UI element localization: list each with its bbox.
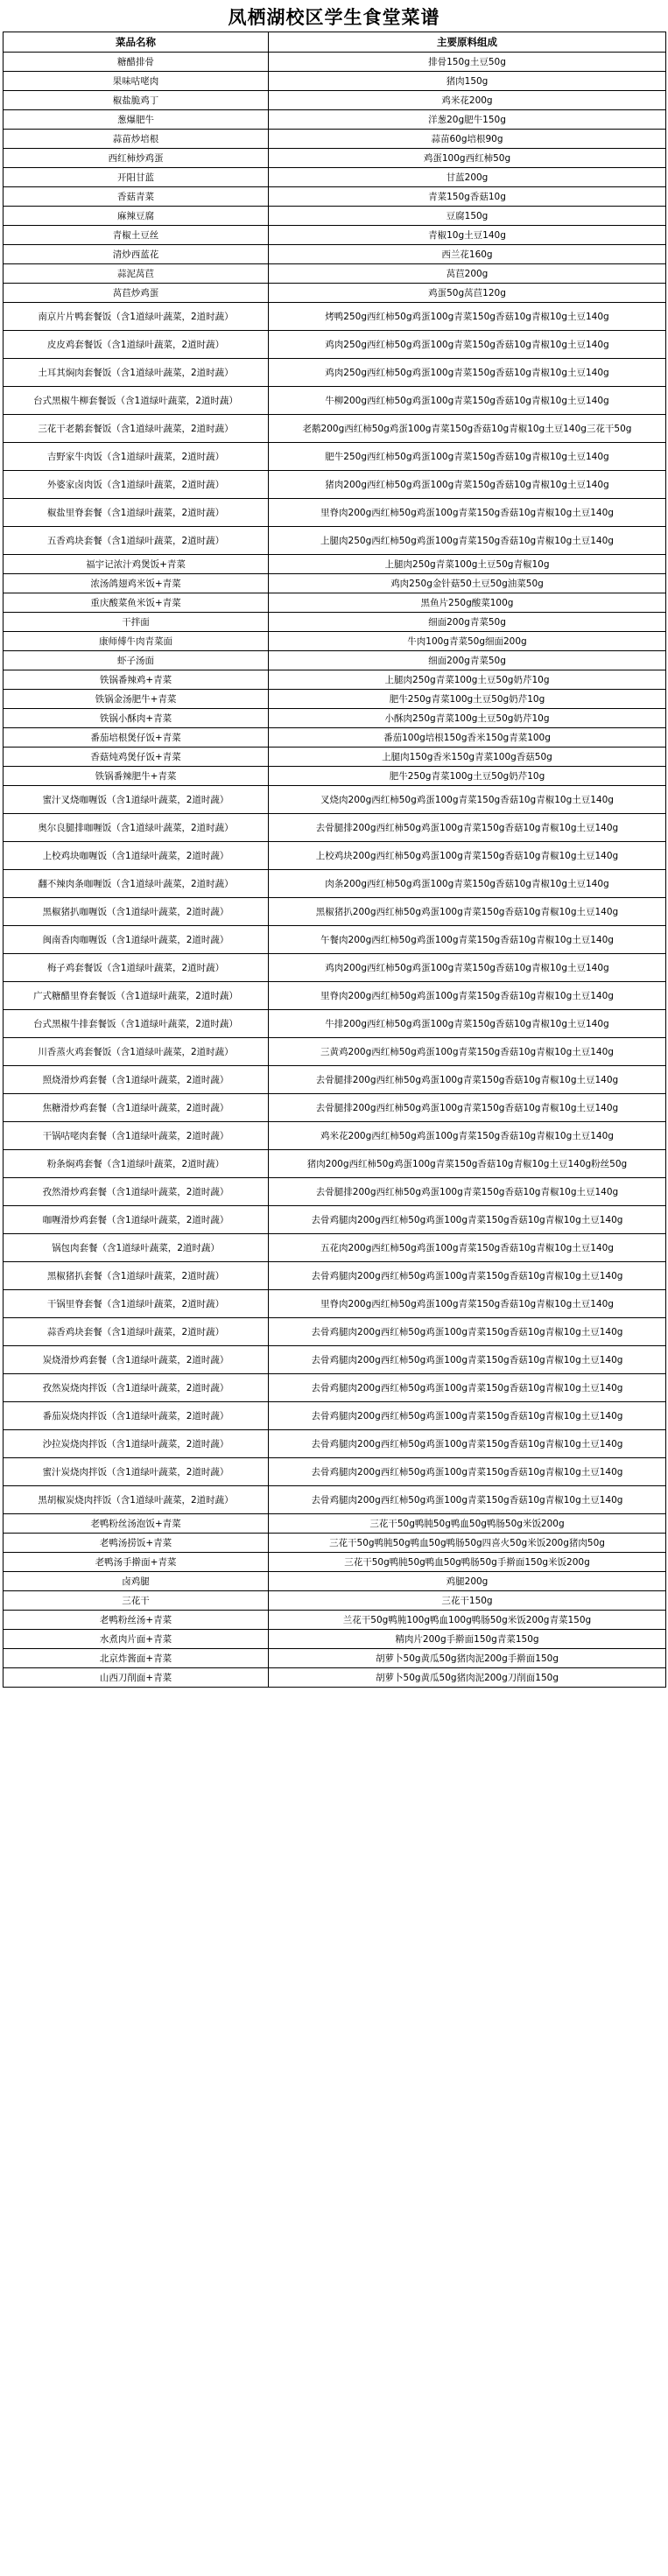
- table-row: [4, 842, 666, 870]
- dish-name-cell: 糖醋排骨: [4, 53, 269, 72]
- table-row: [4, 1402, 666, 1430]
- dish-name-cell: 川香蒸火鸡套餐饭（含1道绿叶蔬菜，2道时蔬）: [4, 1038, 269, 1066]
- table-body: [4, 53, 666, 1688]
- dish-name-cell: 番茄炭烧肉拌饭（含1道绿叶蔬菜，2道时蔬）: [4, 1402, 269, 1430]
- dish-name-cell: 咖喱滑炒鸡套餐（含1道绿叶蔬菜，2道时蔬）: [4, 1206, 269, 1234]
- ingredients-cell: 兰花干50g鸭肫100g鸭血100g鸭肠50g米饭200g青菜150g: [269, 1611, 666, 1630]
- ingredients-cell: 去骨鸡腿肉200g西红柿50g鸡蛋100g青菜150g香菇10g青椒10g土豆140g: [269, 1206, 666, 1234]
- ingredients-cell: 三黄鸡200g西红柿50g鸡蛋100g青菜150g香菇10g青椒10g土豆140g: [269, 1038, 666, 1066]
- dish-name-cell: 康师傅牛肉青菜面: [4, 632, 269, 651]
- dish-name-cell: 重庆酸菜鱼米饭+青菜: [4, 593, 269, 613]
- table-row: [4, 786, 666, 814]
- table-row: [4, 91, 666, 110]
- dish-name-cell: 外婆家卤肉饭（含1道绿叶蔬菜，2道时蔬）: [4, 471, 269, 499]
- table-row: [4, 245, 666, 264]
- dish-name-cell: 梅子鸡套餐饭（含1道绿叶蔬菜，2道时蔬）: [4, 954, 269, 982]
- ingredients-cell: 猪肉200g西红柿50g鸡蛋100g青菜150g香菇10g青椒10g土豆140g粉丝50g: [269, 1150, 666, 1178]
- ingredients-cell: 叉烧肉200g西红柿50g鸡蛋100g青菜150g香菇10g青椒10g土豆140g: [269, 786, 666, 814]
- table-row: [4, 651, 666, 670]
- ingredients-cell: 三花干50g鸭肫50g鸭血50g鸭肠50g手擀面150g米饭200g: [269, 1553, 666, 1572]
- column-header-ingredients: 主要原料组成: [269, 32, 666, 53]
- ingredients-cell: 五花肉200g西红柿50g鸡蛋100g青菜150g香菇10g青椒10g土豆140g: [269, 1234, 666, 1262]
- dish-name-cell: 卤鸡腿: [4, 1572, 269, 1591]
- ingredients-cell: 老鹅200g西红柿50g鸡蛋100g青菜150g香菇10g青椒10g土豆140g三花干50g: [269, 415, 666, 443]
- table-row: [4, 1290, 666, 1318]
- ingredients-cell: 牛柳200g西红柿50g鸡蛋100g青菜150g香菇10g青椒10g土豆140g: [269, 387, 666, 415]
- dish-name-cell: 铁锅金汤肥牛+青菜: [4, 690, 269, 709]
- dish-name-cell: 铁锅番辣鸡+青菜: [4, 670, 269, 690]
- ingredients-cell: 精肉片200g手擀面150g青菜150g: [269, 1630, 666, 1649]
- dish-name-cell: 蜜汁炭烧肉拌饭（含1道绿叶蔬菜，2道时蔬）: [4, 1458, 269, 1486]
- table-row: [4, 632, 666, 651]
- dish-name-cell: 黑椒猪扒咖喱饭（含1道绿叶蔬菜，2道时蔬）: [4, 898, 269, 926]
- table-row: [4, 187, 666, 207]
- table-row: [4, 527, 666, 555]
- ingredients-cell: 鸡腿200g: [269, 1572, 666, 1591]
- dish-name-cell: 水煮肉片面+青菜: [4, 1630, 269, 1649]
- ingredients-cell: 上腿肉250g西红柿50g鸡蛋100g青菜150g香菇10g青椒10g土豆140g: [269, 527, 666, 555]
- dish-name-cell: 孜然滑炒鸡套餐（含1道绿叶蔬菜，2道时蔬）: [4, 1178, 269, 1206]
- ingredients-cell: 蒜苗60g培根90g: [269, 130, 666, 149]
- dish-name-cell: 广式糖醋里脊套餐饭（含1道绿叶蔬菜，2道时蔬）: [4, 982, 269, 1010]
- dish-name-cell: 干拌面: [4, 613, 269, 632]
- ingredients-cell: 豆腐150g: [269, 207, 666, 226]
- dish-name-cell: 香菇青菜: [4, 187, 269, 207]
- ingredients-cell: 里脊肉200g西红柿50g鸡蛋100g青菜150g香菇10g青椒10g土豆140g: [269, 1290, 666, 1318]
- ingredients-cell: 里脊肉200g西红柿50g鸡蛋100g青菜150g香菇10g青椒10g土豆140g: [269, 499, 666, 527]
- dish-name-cell: 锅包肉套餐（含1道绿叶蔬菜，2道时蔬）: [4, 1234, 269, 1262]
- table-row: [4, 499, 666, 527]
- dish-name-cell: 老鸭粉丝汤泡饭+青菜: [4, 1514, 269, 1534]
- ingredients-cell: 排骨150g土豆50g: [269, 53, 666, 72]
- ingredients-cell: 去骨鸡腿肉200g西红柿50g鸡蛋100g青菜150g香菇10g青椒10g土豆140g: [269, 1262, 666, 1290]
- page-title: 凤栖湖校区学生食堂菜谱: [228, 6, 440, 28]
- table-row: [4, 72, 666, 91]
- ingredients-cell: 去骨腿排200g西红柿50g鸡蛋100g青菜150g香菇10g青椒10g土豆140g: [269, 1178, 666, 1206]
- dish-name-cell: 铁锅小酥肉+青菜: [4, 709, 269, 728]
- dish-name-cell: 葱爆肥牛: [4, 110, 269, 130]
- ingredients-cell: 鸡肉200g西红柿50g鸡蛋100g青菜150g香菇10g青椒10g土豆140g: [269, 954, 666, 982]
- table-row: [4, 1649, 666, 1668]
- table-row: [4, 1066, 666, 1094]
- ingredients-cell: 去骨腿排200g西红柿50g鸡蛋100g青菜150g香菇10g青椒10g土豆140g: [269, 814, 666, 842]
- table-row: [4, 1430, 666, 1458]
- table-row: [4, 110, 666, 130]
- dish-name-cell: 沙拉炭烧肉拌饭（含1道绿叶蔬菜，2道时蔬）: [4, 1430, 269, 1458]
- dish-name-cell: 黑胡椒炭烧肉拌饭（含1道绿叶蔬菜，2道时蔬）: [4, 1486, 269, 1514]
- table-row: [4, 443, 666, 471]
- dish-name-cell: 开阳甘蓝: [4, 168, 269, 187]
- ingredients-cell: 上腿肉150g香米150g青菜100g香菇50g: [269, 748, 666, 767]
- ingredients-cell: 肥牛250g青菜100g土豆50g奶芹10g: [269, 690, 666, 709]
- table-row: [4, 1553, 666, 1572]
- dish-name-cell: 炭烧滑炒鸡套餐（含1道绿叶蔬菜，2道时蔬）: [4, 1346, 269, 1374]
- table-row: [4, 471, 666, 499]
- ingredients-cell: 去骨鸡腿肉200g西红柿50g鸡蛋100g青菜150g香菇10g青椒10g土豆140g: [269, 1318, 666, 1346]
- table-row: [4, 359, 666, 387]
- ingredients-cell: 去骨鸡腿肉200g西红柿50g鸡蛋100g青菜150g香菇10g青椒10g土豆140g: [269, 1402, 666, 1430]
- dish-name-cell: 蒜香鸡块套餐（含1道绿叶蔬菜，2道时蔬）: [4, 1318, 269, 1346]
- dish-name-cell: 椒盐脆鸡丁: [4, 91, 269, 110]
- table-row: [4, 207, 666, 226]
- ingredients-cell: 黑椒猪扒200g西红柿50g鸡蛋100g青菜150g香菇10g青椒10g土豆140g: [269, 898, 666, 926]
- ingredients-cell: 三花干150g: [269, 1591, 666, 1611]
- dish-name-cell: 三花干: [4, 1591, 269, 1611]
- ingredients-cell: 去骨鸡腿肉200g西红柿50g鸡蛋100g青菜150g香菇10g青椒10g土豆140g: [269, 1458, 666, 1486]
- table-row: [4, 168, 666, 187]
- ingredients-cell: 上腿肉250g青菜100g土豆50g奶芹10g: [269, 670, 666, 690]
- dish-name-cell: 吉野家牛肉饭（含1道绿叶蔬菜，2道时蔬）: [4, 443, 269, 471]
- ingredients-cell: 鸡肉250g西红柿50g鸡蛋100g青菜150g香菇10g青椒10g土豆140g: [269, 331, 666, 359]
- table-row: [4, 264, 666, 284]
- dish-name-cell: 老鸭汤捞饭+青菜: [4, 1534, 269, 1553]
- dish-name-cell: 黑椒猪扒套餐（含1道绿叶蔬菜，2道时蔬）: [4, 1262, 269, 1290]
- table-row: [4, 53, 666, 72]
- ingredients-cell: 猪肉200g西红柿50g鸡蛋100g青菜150g香菇10g青椒10g土豆140g: [269, 471, 666, 499]
- dish-name-cell: 三花干老鹅套餐饭（含1道绿叶蔬菜，2道时蔬）: [4, 415, 269, 443]
- ingredients-cell: 鸡蛋100g西红柿50g: [269, 149, 666, 168]
- ingredients-cell: 细面200g青菜50g: [269, 613, 666, 632]
- dish-name-cell: 老鸭汤手擀面+青菜: [4, 1553, 269, 1572]
- table-row: [4, 690, 666, 709]
- ingredients-cell: 鸡蛋50g莴苣120g: [269, 284, 666, 303]
- ingredients-cell: 午餐肉200g西红柿50g鸡蛋100g青菜150g香菇10g青椒10g土豆140g: [269, 926, 666, 954]
- dish-name-cell: 浓汤鸽翅鸡米饭+青菜: [4, 574, 269, 593]
- table-row: [4, 1010, 666, 1038]
- ingredients-cell: 小酥肉250g青菜100g土豆50g奶芹10g: [269, 709, 666, 728]
- table-row: [4, 1346, 666, 1374]
- dish-name-cell: 焦糖滑炒鸡套餐（含1道绿叶蔬菜，2道时蔬）: [4, 1094, 269, 1122]
- dish-name-cell: 果味咕咾肉: [4, 72, 269, 91]
- column-header-dish: 菜品名称: [4, 32, 269, 53]
- dish-name-cell: 福宇记浓汁鸡煲饭+青菜: [4, 555, 269, 574]
- table-row: [4, 226, 666, 245]
- table-row: [4, 728, 666, 748]
- table-row: [4, 1234, 666, 1262]
- dish-name-cell: 蒜苗炒培根: [4, 130, 269, 149]
- table-row: [4, 814, 666, 842]
- dish-name-cell: 莴苣炒鸡蛋: [4, 284, 269, 303]
- dish-name-cell: 闽南香肉咖喱饭（含1道绿叶蔬菜，2道时蔬）: [4, 926, 269, 954]
- ingredients-cell: 鸡米花200g西红柿50g鸡蛋100g青菜150g香菇10g青椒10g土豆140g: [269, 1122, 666, 1150]
- table-row: [4, 1038, 666, 1066]
- ingredients-cell: 三花干50g鸭肫50g鸭血50g鸭肠50g四喜火50g米饭200g猪肉50g: [269, 1534, 666, 1553]
- ingredients-cell: 肥牛250g青菜100g土豆50g奶芹10g: [269, 767, 666, 786]
- menu-document: [3, 3, 665, 1688]
- ingredients-cell: 洋葱20g肥牛150g: [269, 110, 666, 130]
- menu-table: [3, 32, 666, 1688]
- ingredients-cell: 去骨鸡腿肉200g西红柿50g鸡蛋100g青菜150g香菇10g青椒10g土豆140g: [269, 1430, 666, 1458]
- dish-name-cell: 香菇炖鸡煲仔饭+青菜: [4, 748, 269, 767]
- table-row: [4, 1486, 666, 1514]
- ingredients-cell: 上腿肉250g青菜100g土豆50g青椒10g: [269, 555, 666, 574]
- table-row: [4, 898, 666, 926]
- table-row: [4, 555, 666, 574]
- ingredients-cell: 牛肉100g青菜50g细面200g: [269, 632, 666, 651]
- ingredients-cell: 甘蓝200g: [269, 168, 666, 187]
- ingredients-cell: 鸡肉250g西红柿50g鸡蛋100g青菜150g香菇10g青椒10g土豆140g: [269, 359, 666, 387]
- table-row: [4, 1630, 666, 1649]
- dish-name-cell: 干锅里脊套餐（含1道绿叶蔬菜，2道时蔬）: [4, 1290, 269, 1318]
- ingredients-cell: 肉条200g西红柿50g鸡蛋100g青菜150g香菇10g青椒10g土豆140g: [269, 870, 666, 898]
- dish-name-cell: 台式黑椒牛柳套餐饭（含1道绿叶蔬菜，2道时蔬）: [4, 387, 269, 415]
- table-row: [4, 593, 666, 613]
- table-row: [4, 1572, 666, 1591]
- table-row: [4, 982, 666, 1010]
- table-row: [4, 1534, 666, 1553]
- dish-name-cell: 五香鸡块套餐（含1道绿叶蔬菜，2道时蔬）: [4, 527, 269, 555]
- ingredients-cell: 去骨鸡腿肉200g西红柿50g鸡蛋100g青菜150g香菇10g青椒10g土豆140g: [269, 1486, 666, 1514]
- dish-name-cell: 照烧滑炒鸡套餐（含1道绿叶蔬菜，2道时蔬）: [4, 1066, 269, 1094]
- table-row: [4, 954, 666, 982]
- ingredients-cell: 青椒10g土豆140g: [269, 226, 666, 245]
- table-row: [4, 1514, 666, 1534]
- ingredients-cell: 西兰花160g: [269, 245, 666, 264]
- table-row: [4, 767, 666, 786]
- table-row: [4, 1122, 666, 1150]
- ingredients-cell: 去骨腿排200g西红柿50g鸡蛋100g青菜150g香菇10g青椒10g土豆140g: [269, 1066, 666, 1094]
- table-row: [4, 1458, 666, 1486]
- table-row: [4, 149, 666, 168]
- table-row: [4, 331, 666, 359]
- table-row: [4, 926, 666, 954]
- table-row: [4, 1374, 666, 1402]
- table-row: [4, 1611, 666, 1630]
- ingredients-cell: 肥牛250g西红柿50g鸡蛋100g青菜150g香菇10g青椒10g土豆140g: [269, 443, 666, 471]
- ingredients-cell: 青菜150g香菇10g: [269, 187, 666, 207]
- table-row: [4, 1094, 666, 1122]
- dish-name-cell: 孜然炭烧肉拌饭（含1道绿叶蔬菜，2道时蔬）: [4, 1374, 269, 1402]
- ingredients-cell: 去骨腿排200g西红柿50g鸡蛋100g青菜150g香菇10g青椒10g土豆140g: [269, 1094, 666, 1122]
- dish-name-cell: 台式黑椒牛排套餐饭（含1道绿叶蔬菜，2道时蔬）: [4, 1010, 269, 1038]
- ingredients-cell: 鸡肉250g金针菇50土豆50g油菜50g: [269, 574, 666, 593]
- table-row: [4, 670, 666, 690]
- dish-name-cell: 椒盐里脊套餐（含1道绿叶蔬菜，2道时蔬）: [4, 499, 269, 527]
- dish-name-cell: 青椒土豆丝: [4, 226, 269, 245]
- table-row: [4, 1591, 666, 1611]
- ingredients-cell: 胡萝卜50g黄瓜50g猪肉泥200g刀削面150g: [269, 1668, 666, 1688]
- dish-name-cell: 山西刀削面+青菜: [4, 1668, 269, 1688]
- table-row: [4, 1150, 666, 1178]
- table-row: [4, 1262, 666, 1290]
- table-row: [4, 284, 666, 303]
- dish-name-cell: 上校鸡块咖喱饭（含1道绿叶蔬菜，2道时蔬）: [4, 842, 269, 870]
- table-row: [4, 415, 666, 443]
- dish-name-cell: 蒜泥莴苣: [4, 264, 269, 284]
- dish-name-cell: 干锅咕咾肉套餐（含1道绿叶蔬菜，2道时蔬）: [4, 1122, 269, 1150]
- ingredients-cell: 烤鸭250g西红柿50g鸡蛋100g青菜150g香菇10g青椒10g土豆140g: [269, 303, 666, 331]
- dish-name-cell: 西红柿炒鸡蛋: [4, 149, 269, 168]
- ingredients-cell: 胡萝卜50g黄瓜50g猪肉泥200g手擀面150g: [269, 1649, 666, 1668]
- dish-name-cell: 南京片片鸭套餐饭（含1道绿叶蔬菜，2道时蔬）: [4, 303, 269, 331]
- dish-name-cell: 北京炸酱面+青菜: [4, 1649, 269, 1668]
- ingredients-cell: 猪肉150g: [269, 72, 666, 91]
- table-row: [4, 748, 666, 767]
- dish-name-cell: 清炒西蓝花: [4, 245, 269, 264]
- ingredients-cell: 细面200g青菜50g: [269, 651, 666, 670]
- table-row: [4, 387, 666, 415]
- ingredients-cell: 三花干50g鸭肫50g鸭血50g鸭肠50g米饭200g: [269, 1514, 666, 1534]
- table-header-row: [4, 32, 666, 53]
- table-row: [4, 1178, 666, 1206]
- ingredients-cell: 去骨鸡腿肉200g西红柿50g鸡蛋100g青菜150g香菇10g青椒10g土豆140g: [269, 1374, 666, 1402]
- dish-name-cell: 虾子汤面: [4, 651, 269, 670]
- ingredients-cell: 黑鱼片250g酸菜100g: [269, 593, 666, 613]
- dish-name-cell: 翻不辣肉条咖喱饭（含1道绿叶蔬菜，2道时蔬）: [4, 870, 269, 898]
- table-row: [4, 1668, 666, 1688]
- ingredients-cell: 上校鸡块200g西红柿50g鸡蛋100g青菜150g香菇10g青椒10g土豆140g: [269, 842, 666, 870]
- table-row: [4, 1206, 666, 1234]
- table-row: [4, 613, 666, 632]
- table-row: [4, 1318, 666, 1346]
- dish-name-cell: 老鸭粉丝汤+青菜: [4, 1611, 269, 1630]
- ingredients-cell: 番茄100g培根150g香米150g青菜100g: [269, 728, 666, 748]
- table-row: [4, 130, 666, 149]
- dish-name-cell: 铁锅番辣肥牛+青菜: [4, 767, 269, 786]
- dish-name-cell: 粉条焖鸡套餐（含1道绿叶蔬菜，2道时蔬）: [4, 1150, 269, 1178]
- dish-name-cell: 番茄培根煲仔饭+青菜: [4, 728, 269, 748]
- table-row: [4, 303, 666, 331]
- dish-name-cell: 麻辣豆腐: [4, 207, 269, 226]
- table-row: [4, 709, 666, 728]
- ingredients-cell: 去骨鸡腿肉200g西红柿50g鸡蛋100g青菜150g香菇10g青椒10g土豆140g: [269, 1346, 666, 1374]
- dish-name-cell: 皮皮鸡套餐饭（含1道绿叶蔬菜，2道时蔬）: [4, 331, 269, 359]
- ingredients-cell: 莴苣200g: [269, 264, 666, 284]
- dish-name-cell: 奥尔良腿排咖喱饭（含1道绿叶蔬菜，2道时蔬）: [4, 814, 269, 842]
- table-row: [4, 870, 666, 898]
- ingredients-cell: 鸡米花200g: [269, 91, 666, 110]
- dish-name-cell: 蜜汁叉烧咖喱饭（含1道绿叶蔬菜，2道时蔬）: [4, 786, 269, 814]
- table-row: [4, 574, 666, 593]
- ingredients-cell: 里脊肉200g西红柿50g鸡蛋100g青菜150g香菇10g青椒10g土豆140g: [269, 982, 666, 1010]
- ingredients-cell: 牛排200g西红柿50g鸡蛋100g青菜150g香菇10g青椒10g土豆140g: [269, 1010, 666, 1038]
- dish-name-cell: 土耳其焖肉套餐饭（含1道绿叶蔬菜，2道时蔬）: [4, 359, 269, 387]
